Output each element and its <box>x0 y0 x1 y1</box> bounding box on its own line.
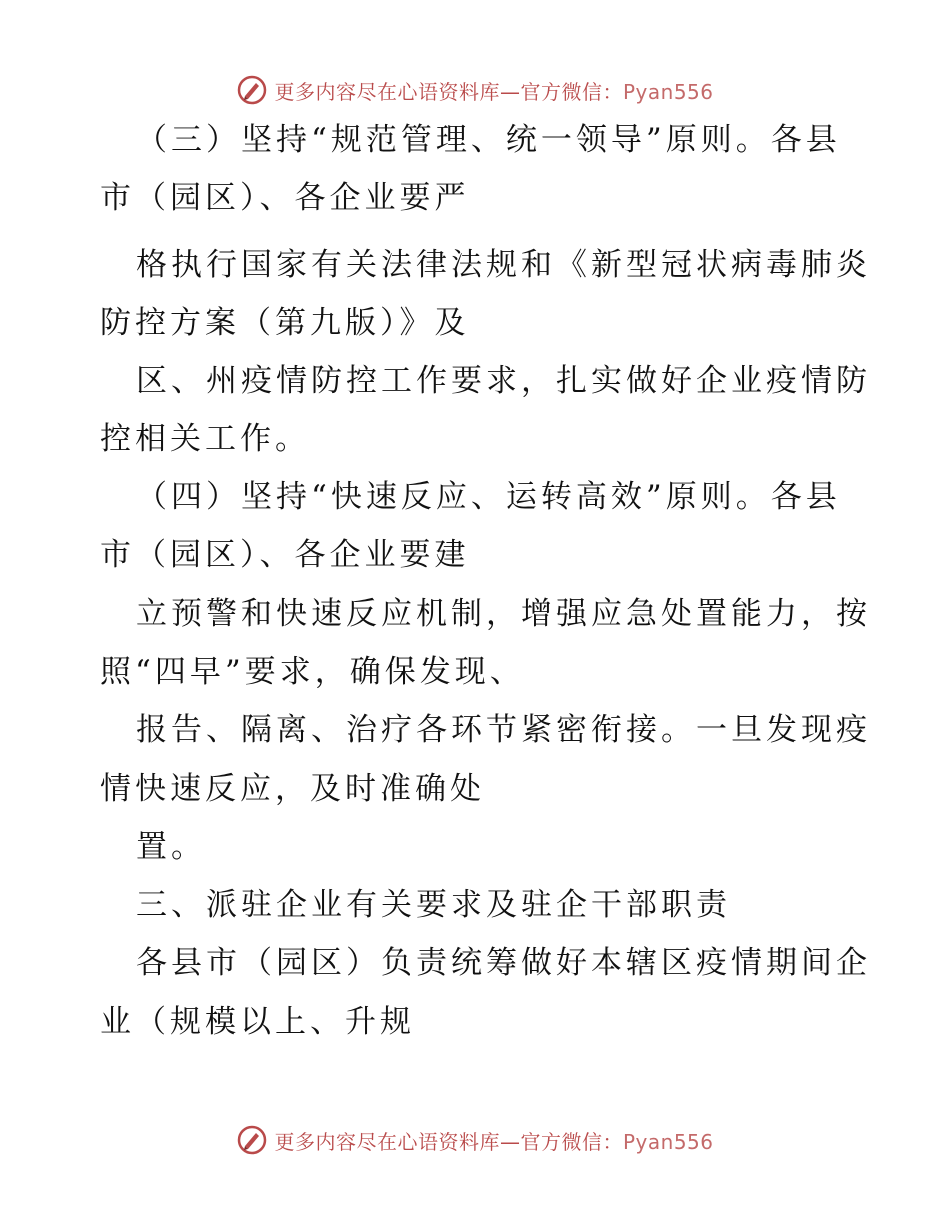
watermark-wechat-id: Pyan556 <box>622 79 714 104</box>
watermark-text: 更多内容尽在心语资料库—官方微信：Pyan556 <box>274 1129 714 1154</box>
paragraph-line: 业（规模以上、升规 <box>100 1004 415 1040</box>
paragraph-line: 各县市（园区）负责统筹做好本辖区疫情期间企 <box>136 945 871 981</box>
watermark-wechat-id: Pyan556 <box>622 1129 714 1154</box>
paragraph-line: 置。 <box>136 829 206 865</box>
paragraph-line: 防控方案（第九版）》及 <box>100 305 470 341</box>
paragraph-line: 格执行国家有关法律法规和《新型冠状病毒肺炎 <box>136 247 871 283</box>
document-pen-icon <box>236 1124 268 1156</box>
paragraph-line: 控相关工作。 <box>100 421 310 457</box>
paragraph-line: （三）坚持“规范管理、统一领导”原则。各县 <box>136 122 841 158</box>
paragraph-line: 立预警和快速反应机制，增强应急处置能力，按 <box>136 596 871 632</box>
paragraph-line: 市（园区）、各企业要严 <box>100 180 470 216</box>
watermark-text: 更多内容尽在心语资料库—官方微信：Pyan556 <box>274 79 714 104</box>
document-pen-icon <box>236 74 268 106</box>
paragraph-line: 市（园区）、各企业要建 <box>100 537 470 573</box>
paragraph-line: 情快速反应，及时准确处 <box>100 771 485 807</box>
paragraph-line: 照“四早”要求，确保发现、 <box>100 654 525 690</box>
section-heading: 三、派驻企业有关要求及驻企干部职责 <box>136 887 731 923</box>
watermark-footer <box>0 1120 950 1160</box>
paragraph-line: 区、州疫情防控工作要求，扎实做好企业疫情防 <box>136 363 871 399</box>
paragraph-line: （四）坚持“快速反应、运转高效”原则。各县 <box>136 479 841 515</box>
watermark-header <box>0 70 950 110</box>
paragraph-line: 报告、隔离、治疗各环节紧密衔接。一旦发现疫 <box>136 712 871 748</box>
